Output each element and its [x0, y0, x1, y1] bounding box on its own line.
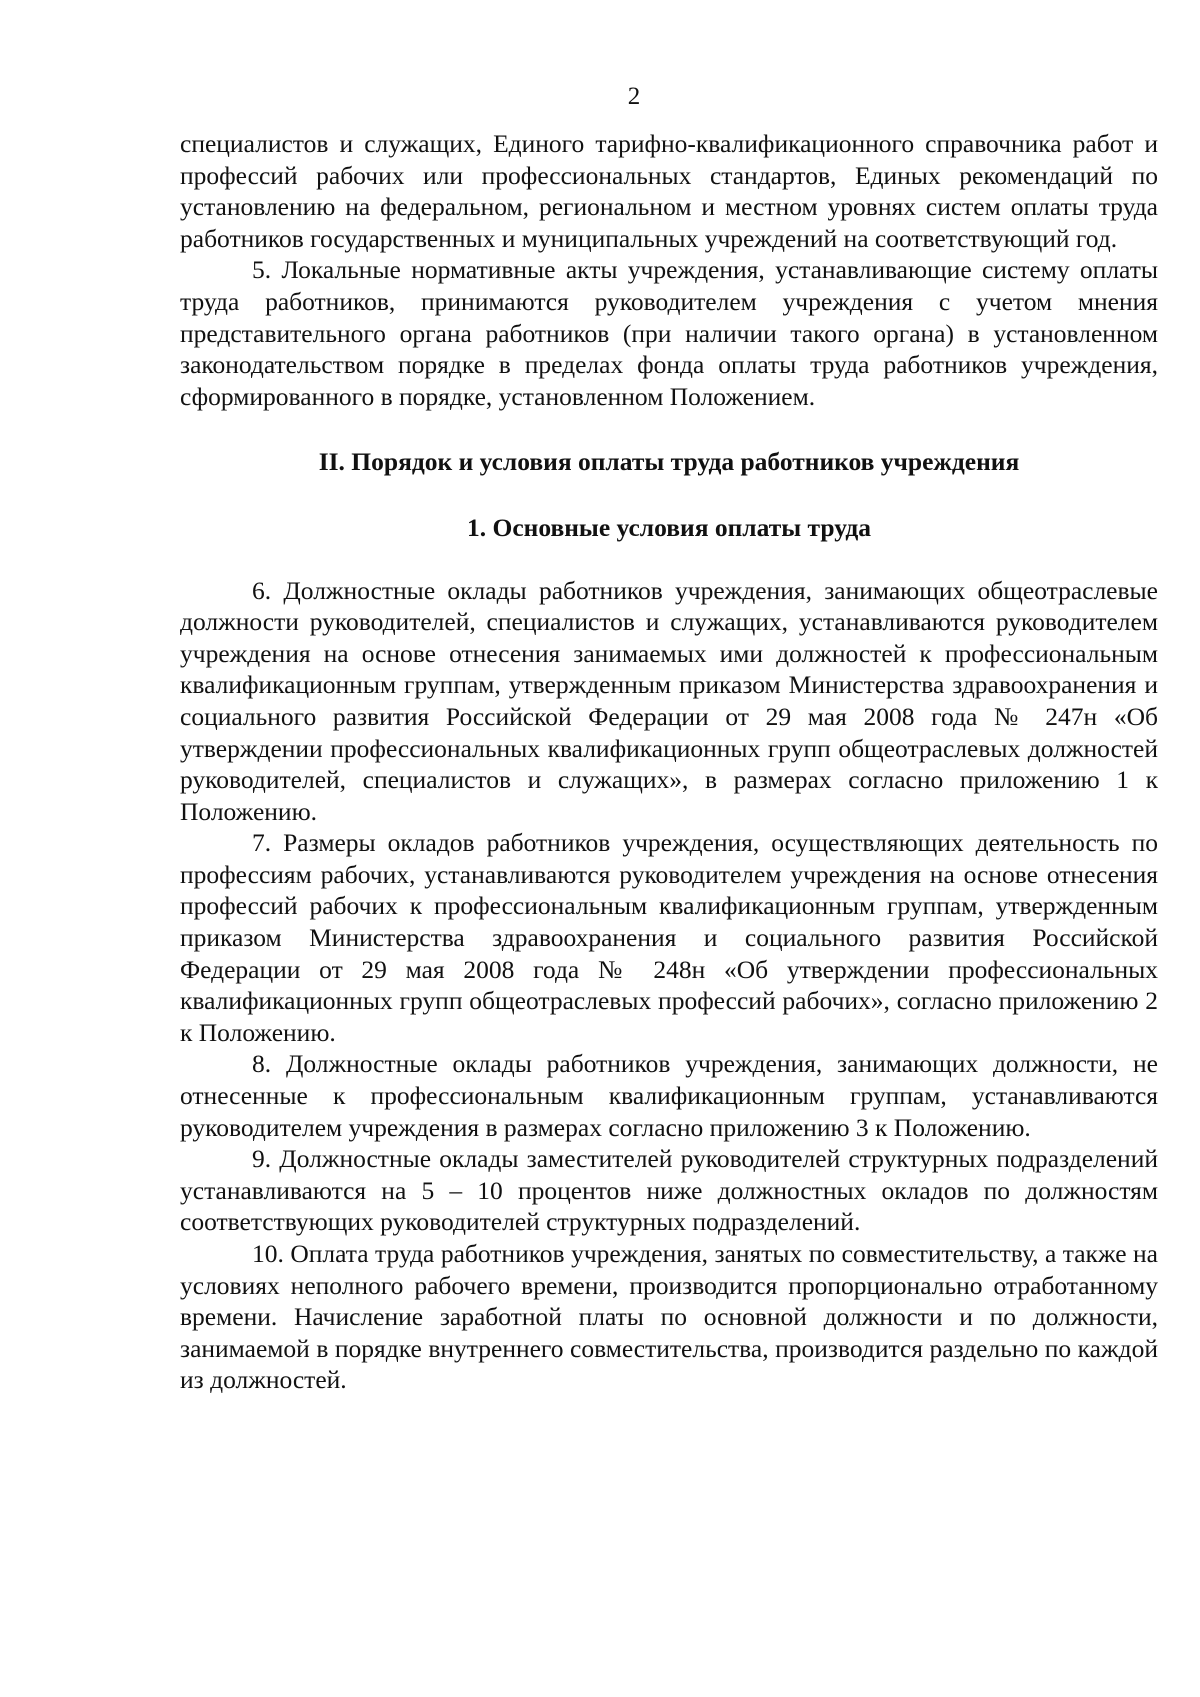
paragraph-10: 10. Оплата труда работников учреждения, занятых по совместительству, а также на условиях неполного рабочего времени, производится пропорционально отработанному времени. Начисление заработной платы по основной должности и по должности, занимаемой в порядке внутреннего совместительства, производится раздельно по каждой из должностей. — [180, 1239, 1158, 1395]
paragraph-7: 7. Размеры окладов работников учреждения, осуществляющих деятельность по профессиям рабочих, устанавливаются руководителем учреждения на основе отнесения профессий рабочих к профессиональным квалификационным группам, утвержденным приказом Министерства здравоохранения и социального развития Российской Федерации от 29 мая 2008 года № 248н «Об утверждении профессиональных квалификационных групп общеотраслевых профессий рабочих», согласно приложению 2 к Положению. — [180, 828, 1158, 1047]
section-heading: II. Порядок и условия оплаты труда работников учреждения — [318, 447, 1020, 477]
paragraph-8: 8. Должностные оклады работников учреждения, занимающих должности, не отнесенные к профессиональным квалификационным группам, устанавливаются руководителем учреждения в размерах согласно приложению 3 к Положению. — [180, 1049, 1158, 1142]
page-number: 2 — [627, 83, 641, 110]
paragraph-5: 5. Локальные нормативные акты учреждения, устанавливающие систему оплаты труда работников, принимаются руководителем учреждения с учетом мнения представительного органа работников (при наличии такого органа) в установленном законодательством порядке в пределах фонда оплаты труда работников учреждения, сформированного в порядке, установленном Положением. — [180, 255, 1158, 411]
document-body — [180, 128, 1158, 1396]
paragraph-6: 6. Должностные оклады работников учреждения, занимающих общеотраслевые должности руководителей, специалистов и служащих, устанавливаются руководителем учреждения на основе отнесения занимаемых ими должностей к профессиональным квалификационным группам, утвержденным приказом Министерства здравоохранения и социального развития Российской Федерации от 29 мая 2008 года № 247н «Об утверждении профессиональных квалификационных групп общеотраслевых должностей руководителей, специалистов и служащих», в размерах согласно приложению 1 к Положению. — [180, 575, 1158, 826]
paragraph-continuation: специалистов и служащих, Единого тарифно-квалификационного справочника работ и профессий рабочих или профессиональных стандартов, Единых рекомендаций по установлению на федеральном, региональном и местном уровнях систем оплаты труда работников государственных и муниципальных учреждений на соответствующий год. — [180, 129, 1158, 253]
paragraph-9: 9. Должностные оклады заместителей руководителей структурных подразделений устанавливаются на 5 – 10 процентов ниже должностных окладов по должностям соответствующих руководителей структурных подразделений. — [180, 1144, 1158, 1237]
subsection-heading: 1. Основные условия оплаты труда — [467, 512, 871, 542]
